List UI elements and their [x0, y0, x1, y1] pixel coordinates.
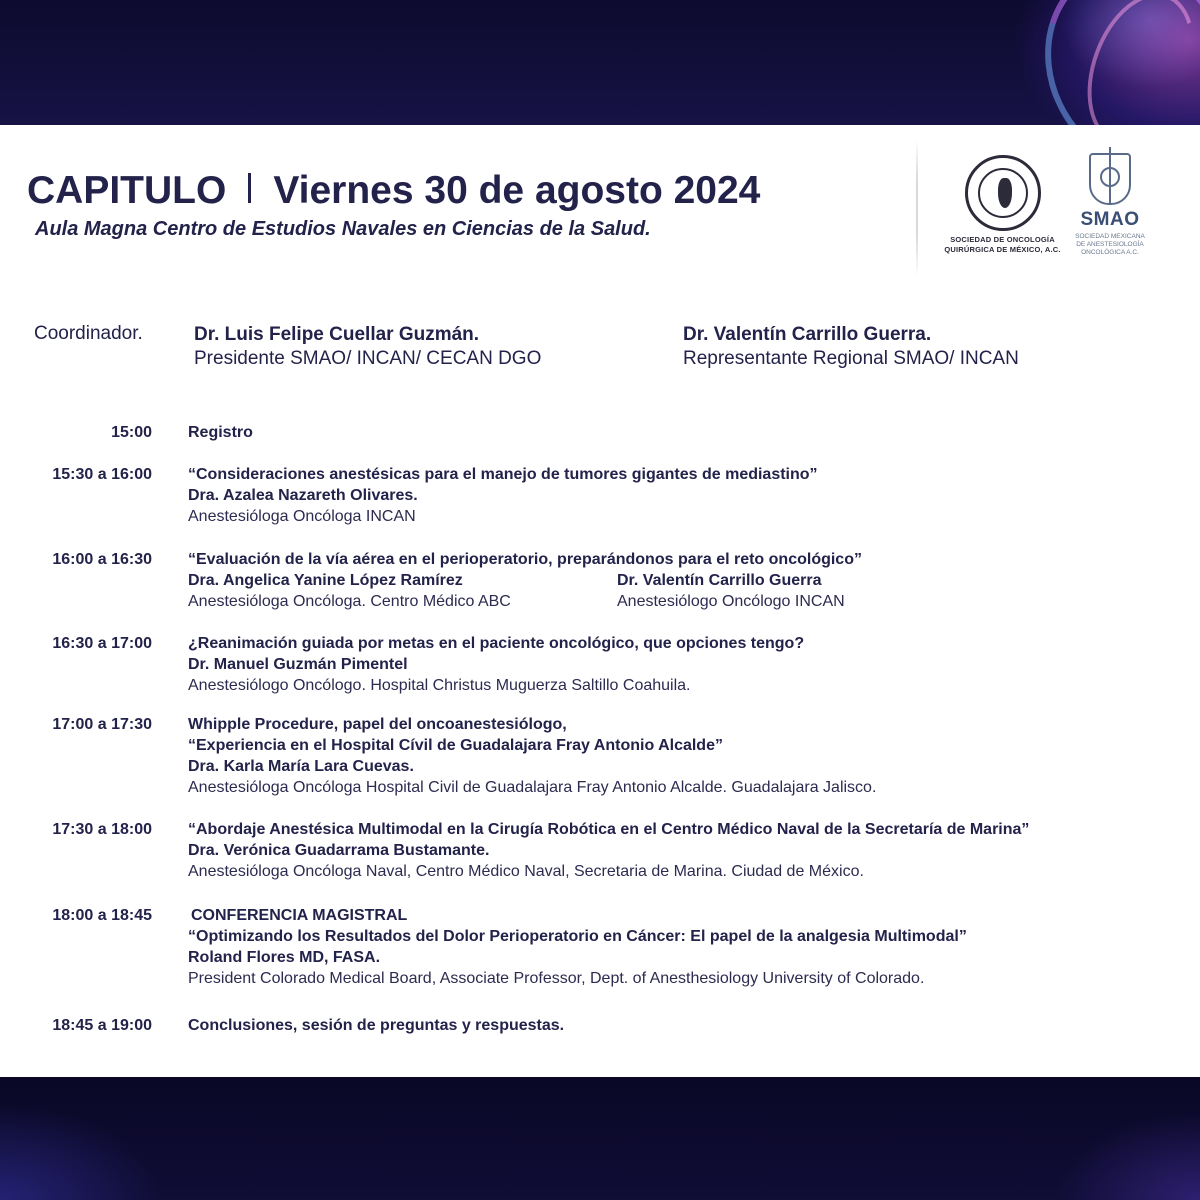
logo2-caption-line3: ONCOLÓGICA A.C.	[1081, 249, 1139, 256]
schedule-body	[188, 464, 818, 527]
schedule-speaker-2: Dr. Valentín Carrillo Guerra	[617, 572, 822, 589]
schedule-affiliation-2: Anestesiólogo Oncólogo INCAN	[617, 593, 845, 610]
schedule-title: CONFERENCIA MAGISTRAL	[191, 907, 408, 924]
program-card	[0, 125, 1200, 1077]
coordinator-2-name: Dr. Valentín Carrillo Guerra.	[683, 324, 932, 345]
schedule-speaker: Dra. Azalea Nazareth Olivares.	[188, 487, 418, 504]
schedule-time: 15:00	[111, 424, 152, 441]
title-section: CAPITULO	[27, 169, 227, 212]
schedule-affiliation: Anestesióloga Oncóloga Hospital Civil de Guadalajara Fray Antonio Alcalde. Guadalajara Jalisco.	[188, 779, 877, 796]
logo1-caption-line1: SOCIEDAD DE ONCOLOGÍA	[950, 235, 1055, 244]
schedule-time: 18:00 a 18:45	[52, 907, 152, 924]
coordinator-label: Coordinador.	[34, 323, 143, 344]
schedule-affiliation: Anestesióloga Oncóloga. Centro Médico ABC	[188, 593, 511, 610]
schedule-speaker: Dra. Verónica Guadarrama Bustamante.	[188, 842, 490, 859]
schedule-speaker: Dra. Angelica Yanine López Ramírez	[188, 572, 463, 589]
coordinator-1-name: Dr. Luis Felipe Cuellar Guzmán.	[194, 324, 480, 345]
schedule-time: 17:30 a 18:00	[52, 821, 152, 838]
logo2-name: SMAO	[1080, 209, 1140, 230]
shield-icon	[1089, 153, 1131, 205]
bottom-decorative-band	[0, 1077, 1200, 1200]
title-date: Viernes 30 de agosto 2024	[273, 169, 761, 212]
venue-subtitle: Aula Magna Centro de Estudios Navales en Ciencias de la Salud.	[35, 218, 651, 240]
seal-icon	[965, 155, 1041, 231]
logo1-caption	[940, 235, 1065, 255]
coordinator-1-role: Presidente SMAO/ INCAN/ CECAN DGO	[194, 348, 542, 369]
schedule-time: 18:45 a 19:00	[52, 1017, 152, 1034]
logo1-caption-line2: QUIRÚRGICA DE MÉXICO, A.C.	[944, 245, 1061, 254]
schedule-time: 15:30 a 16:00	[52, 466, 152, 483]
coordinator-1	[194, 323, 541, 371]
coordinator-2-role: Representante Regional SMAO/ INCAN	[683, 348, 1019, 369]
header-divider	[916, 139, 918, 277]
schedule-title: “Consideraciones anestésicas para el manejo de tumores gigantes de mediastino”	[188, 466, 818, 483]
schedule-title: “Abordaje Anestésica Multimodal en la Cirugía Robótica en el Centro Médico Naval de la Secretaría de Marina”	[188, 821, 1030, 838]
schedule-speaker: Dra. Karla María Lara Cuevas.	[188, 758, 414, 775]
schedule-title-line-2: “Experiencia en el Hospital Cívil de Guadalajara Fray Antonio Alcalde”	[188, 737, 723, 754]
page-title	[27, 169, 760, 213]
schedule-body	[188, 714, 876, 798]
schedule-title: ¿Reanimación guiada por metas en el paciente oncológico, que opciones tengo?	[188, 635, 805, 652]
schedule-speaker: Roland Flores MD, FASA.	[188, 949, 381, 966]
schedule-speaker: Dr. Manuel Guzmán Pimentel	[188, 656, 408, 673]
schedule-body	[188, 633, 804, 696]
schedule-title: “Evaluación de la vía aérea en el perioperatorio, preparándonos para el reto oncológico”	[188, 551, 862, 568]
logo2-caption-line1: SOCIEDAD MEXICANA	[1075, 233, 1145, 240]
top-decorative-band	[0, 0, 1200, 125]
schedule-time: 16:30 a 17:00	[52, 635, 152, 652]
schedule-title: Registro	[188, 424, 253, 441]
schedule-body	[188, 819, 1029, 882]
title-separator	[248, 173, 251, 203]
schedule-affiliation: President Colorado Medical Board, Associate Professor, Dept. of Anesthesiology University of Colorado.	[188, 970, 925, 987]
schedule-time: 17:00 a 17:30	[52, 716, 152, 733]
logo2-caption	[1072, 233, 1148, 257]
coordinator-2	[683, 323, 1019, 371]
schedule-title: Conclusiones, sesión de preguntas y respuestas.	[188, 1017, 565, 1034]
schedule-body	[188, 905, 967, 989]
schedule-second-speaker	[617, 570, 845, 612]
schedule-time: 16:00 a 16:30	[52, 551, 152, 568]
logo-smao	[1072, 153, 1148, 257]
schedule-body	[188, 1015, 564, 1036]
logo2-caption-line2: DE ANESTESIOLOGÍA	[1076, 241, 1144, 248]
logo-sociedad-oncologia	[940, 155, 1065, 255]
schedule-affiliation: Anestesiólogo Oncólogo. Hospital Christus Muguerza Saltillo Coahuila.	[188, 677, 691, 694]
schedule-affiliation: Anestesióloga Oncóloga Naval, Centro Médico Naval, Secretaria de Marina. Ciudad de México.	[188, 863, 864, 880]
schedule-title: Whipple Procedure, papel del oncoanestesiólogo,	[188, 716, 567, 733]
schedule-title-line-2: “Optimizando los Resultados del Dolor Perioperatorio en Cáncer: El papel de la analgesia Multimodal”	[188, 928, 967, 945]
schedule-body	[188, 422, 253, 443]
schedule-affiliation: Anestesióloga Oncóloga INCAN	[188, 508, 416, 525]
